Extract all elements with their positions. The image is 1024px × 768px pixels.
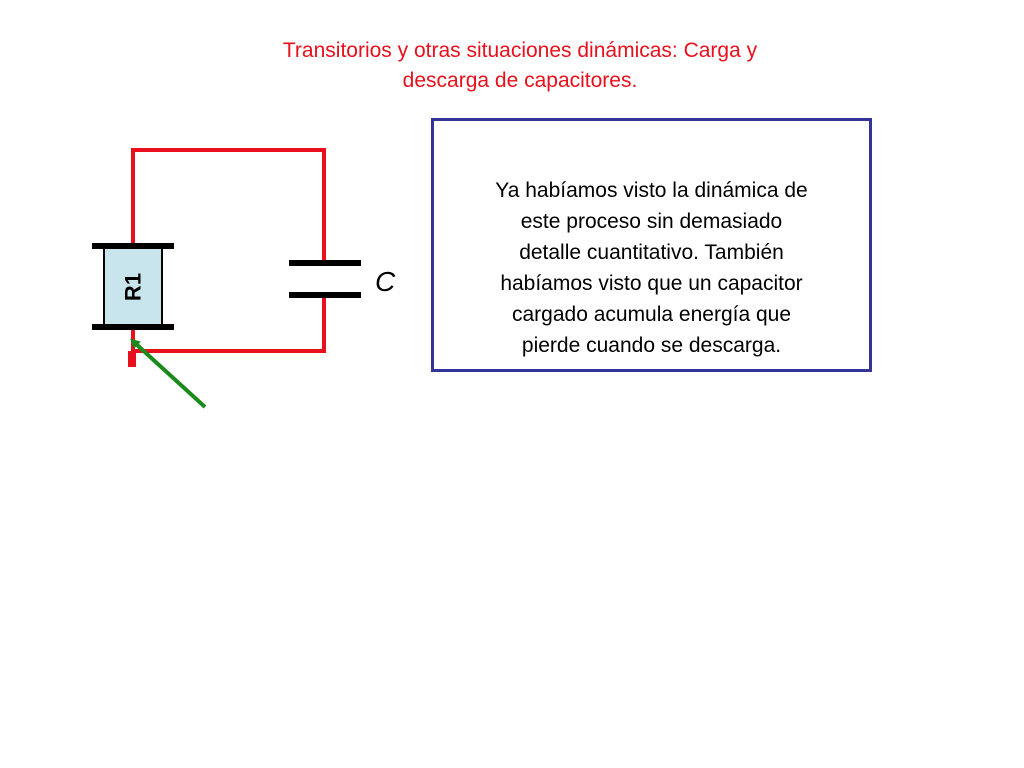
resistor-label: R1 (120, 272, 146, 302)
info-text-line-1: Ya habíamos visto la dinámica de (495, 179, 808, 202)
info-box (431, 118, 872, 372)
info-text (434, 175, 869, 361)
info-text-line-5: cargado acumula energía que (511, 303, 792, 326)
info-text-line-6: pierde cuando se descarga. (521, 334, 782, 357)
switch-contact (128, 351, 136, 367)
pointer-arrow (136, 344, 205, 407)
slide-title-line-1: Transitorios y otras situaciones dinámicas: Carga y (282, 39, 758, 62)
capacitor-c (289, 263, 396, 297)
slide-title-line-2: descarga de capacitores. (402, 69, 638, 92)
info-text-line-4: habíamos visto que un capacitor (500, 272, 803, 295)
capacitor-label: C (375, 266, 396, 297)
info-text-line-3: detalle cuantitativo. También (519, 241, 784, 264)
resistor-r1 (92, 246, 174, 327)
info-text-line-2: este proceso sin demasiado (520, 210, 783, 233)
